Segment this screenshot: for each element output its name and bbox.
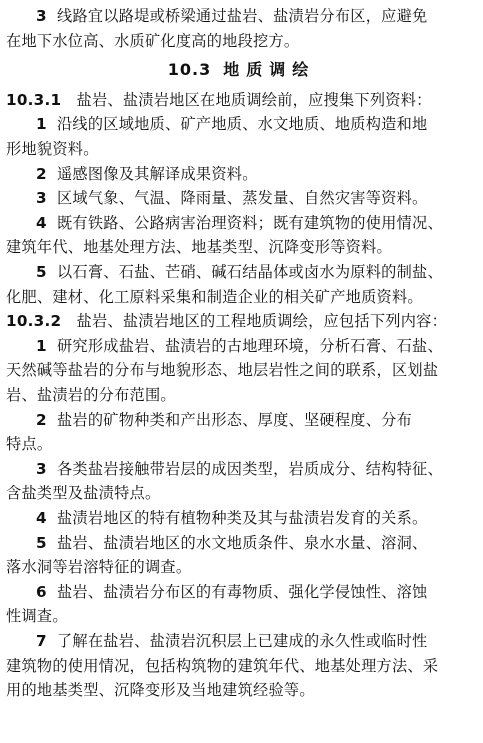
item-number: 3 [36, 459, 47, 478]
item-number: 3 [36, 7, 47, 25]
clause-text: 盐岩、盐渍岩地区的工程地质调绘，应包括下列内容： [76, 312, 448, 331]
item-text: 区域气象、气温、降雨量、蒸发量、自然灾害等资料。 [56, 189, 428, 208]
item-text: 含盐类型及盐渍特点。 [6, 484, 161, 503]
item-text: 性调查。 [6, 607, 68, 626]
clause-text: 盐岩、盐渍岩地区在地质调绘前，应搜集下列资料： [76, 90, 432, 109]
clause [6, 309, 476, 334]
item-text: 形地貌资料。 [6, 139, 99, 158]
list-item [6, 4, 476, 53]
clause-number: 10.3.1 [6, 90, 62, 109]
list-item [6, 531, 476, 580]
item-text: 沿线的区域地质、矿产地质、水文地质、地质构造和地 [56, 115, 428, 134]
item-number: 6 [36, 582, 47, 601]
list-item [6, 580, 476, 629]
item-text: 以石膏、石盐、芒硝、碱石结晶体或卤水为原料的制盐、 [56, 263, 443, 281]
item-number: 4 [36, 509, 47, 527]
item-text: 天然碱等盐岩的分布与地貌形态、地层岩性之间的联系，区划盐 [6, 361, 439, 380]
list-item [6, 112, 476, 161]
item-number: 4 [36, 213, 47, 232]
item-text: 遥感图像及其解译成果资料。 [56, 164, 258, 183]
list-item [6, 629, 476, 703]
clause [6, 88, 476, 113]
item-number: 5 [36, 263, 47, 281]
item-text: 研究形成盐岩、盐渍岩的古地理环境，分析石膏、石盐、 [56, 336, 443, 355]
item-text: 盐岩的矿物种类和产出形态、厚度、坚硬程度、分布 [56, 410, 413, 429]
item-number: 3 [36, 189, 47, 208]
item-text: 盐岩、盐渍岩地区的水文地质条件、泉水水量、溶洞、 [56, 533, 428, 552]
list-item [6, 162, 476, 187]
item-text: 在地下水位高、水质矿化度高的地段挖方。 [6, 31, 300, 50]
item-number: 1 [36, 115, 47, 134]
item-text: 特点。 [6, 435, 53, 454]
item-text: 盐渍岩地区的特有植物种类及其与盐渍岩发育的关系。 [56, 509, 428, 527]
list-item [6, 457, 476, 506]
item-text: 各类盐岩接触带岩层的成因类型，岩质成分、结构特征、 [56, 459, 443, 478]
list-item [6, 211, 476, 260]
item-text: 化肥、建材、化工原料采集和制造企业的相关矿产地质资料。 [6, 287, 423, 306]
list-item [6, 186, 476, 211]
list-item [6, 334, 476, 408]
item-text: 落水洞等岩溶特征的调查。 [6, 558, 192, 577]
clause-number: 10.3.2 [6, 312, 62, 331]
item-number: 1 [36, 336, 47, 355]
item-text: 建筑物的使用情况，包括构筑物的建筑年代、地基处理方法、采 [6, 656, 439, 675]
item-number: 2 [36, 410, 47, 429]
section-number: 10.3 [167, 60, 212, 80]
item-text: 岩、盐渍岩的分布范围。 [6, 385, 176, 404]
item-text: 建筑年代、地基处理方法、地基类型、沉降变形等资料。 [6, 238, 392, 257]
item-text: 线路宜以路堤或桥梁通过盐岩、盐渍岩分布区，应避免 [56, 7, 428, 25]
section-title: 地质调绘 [223, 60, 316, 80]
item-text: 了解在盐岩、盐渍岩沉积层上已建成的永久性或临时性 [56, 632, 428, 650]
item-number: 7 [36, 632, 47, 650]
item-text: 用的地基类型、沉降变形及当地建筑经验等。 [6, 681, 315, 700]
item-text: 盐岩、盐渍岩分布区的有毒物质、强化学侵蚀性、溶蚀 [56, 582, 428, 601]
item-number: 5 [36, 533, 47, 552]
list-item [6, 260, 476, 309]
list-item [6, 408, 476, 457]
section-heading [0, 57, 483, 80]
item-text: 既有铁路、公路病害治理资料；既有建筑物的使用情况、 [56, 213, 443, 232]
item-number: 2 [36, 164, 47, 183]
list-item [6, 506, 476, 531]
